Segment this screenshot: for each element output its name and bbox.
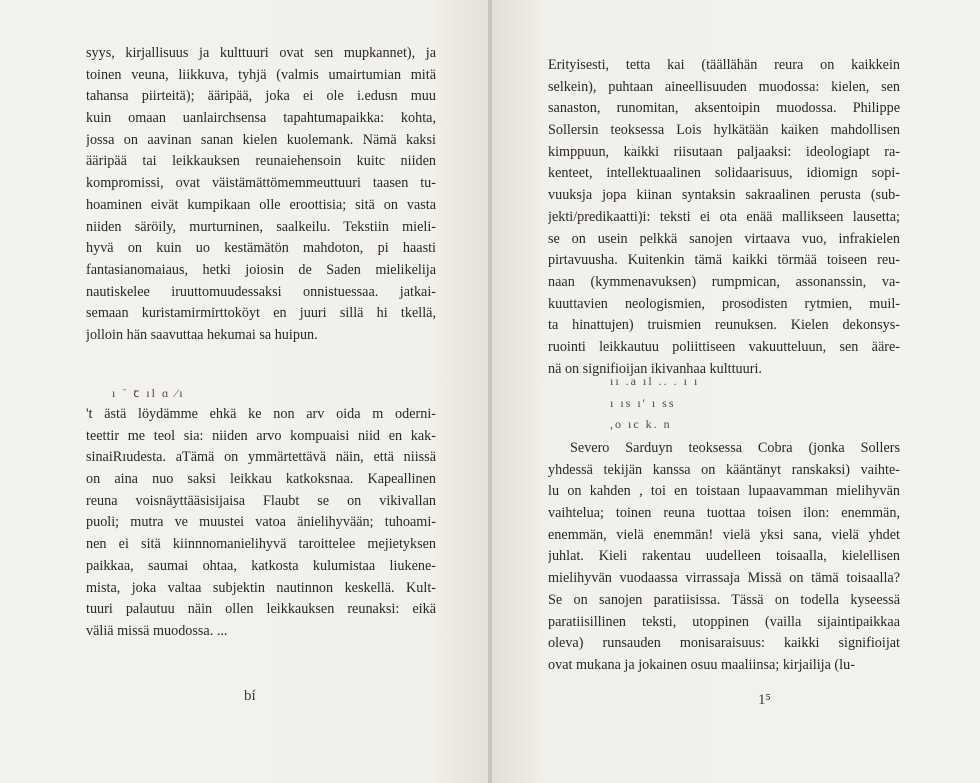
text-line: syys, kirjallisuus ja kulttuuri ovat sen mupkannet), ja — [86, 45, 436, 61]
text-line: naan (kymmenavuksen) rumpmiсan, assonanssin, va- — [548, 273, 900, 290]
text-line: toinen veuna, liikkuva, tyhjä (valmis umairtumian mitä — [86, 66, 436, 83]
left-paragraph-2 — [86, 404, 436, 643]
text-line: niiden säröily, murturninen, saalkeilu. Tekstiin mieli- — [86, 218, 436, 235]
text-line: vuuksja jopa kiinan syntaksin sakraalinen perusta (sub- — [548, 187, 900, 204]
text-line: ovat mukana ja jokainen osuu maaliinsa; kirjailija (lu- — [548, 656, 855, 673]
text-line: vaihtelua; toinen reuna tuottaa toisen ilon: enemmän, — [548, 505, 900, 522]
text-line: mista, joka valtaa subjektin nautinnon keskellä. Kult- — [86, 579, 436, 596]
book-gutter — [488, 0, 492, 783]
text-line: mielihyvän vuodaassa virrassaja Missä on tämä toisaalla? — [548, 570, 900, 587]
text-line: ruointi leikkautuu poliittiseen vakuutteluun, sen ääre- — [548, 338, 900, 355]
left-paragraph-1 — [86, 43, 436, 347]
text-line: lu on kahden , toi en toistaan lupaavamman mielihyvän — [548, 483, 900, 500]
text-line: tuuri palautuu näin ollen leikkauksen reunaksi: eikä — [86, 601, 436, 618]
section-separator: ı ıs ı' ı ss — [610, 396, 676, 410]
page-number: 1⁵ — [758, 692, 771, 708]
text-line: 't ästä löydämme ehkä ke non arv oida m oderni- — [86, 406, 436, 422]
text-line: selkein), puhtaan aineellisuuden muodossa: kielen, sen — [548, 78, 900, 95]
text-line: hoaminen eivät kumpikaan olle eroottisia; sitä on vasta — [86, 196, 436, 213]
text-line: kuuttavien neologismien, prosodisten rytmien, muil- — [548, 295, 900, 312]
text-line: kompromissi, ovat väistämättömemmeuttuuri taasen tu- — [86, 175, 436, 192]
section-separator: ,o ıc k. n — [610, 417, 672, 431]
text-line: paikkaa, saumai ohtaa, katkosta kulumistaa liukene- — [86, 557, 436, 574]
text-line: kimppuun, kaikki riisutaan paljaaksi: ideologiapt ra- — [548, 143, 900, 160]
text-line: puoli; mutra ve muustei vatoa änielihyvään; tuhoami- — [86, 514, 436, 531]
text-line: jossa on aavinan sanan kielen kuolemank. Nämä kaksi — [86, 131, 436, 148]
text-line: pirtavuusha. Kuitenkin tämä kaikki törmää toiseen reu- — [548, 252, 900, 269]
text-line: sanaston, runomitan, aksentoipin muodossa. Philippe — [548, 100, 900, 117]
text-line: väliä missä muodossa. ... — [86, 622, 228, 639]
text-line: nä on signifioijan ikivanhaa kulttuuri. — [548, 360, 762, 377]
text-line: se on usein pelkkä sanojen virtaava vuo, infrakielen — [548, 230, 900, 247]
text-line: teettir me teol sia: niiden arvo kompuaisi niid en kak- — [86, 427, 436, 444]
text-line: on aina nuo saksi leikkau katkoksnaa. Kapeallinen — [86, 471, 436, 488]
text-line: jekti/predikaatti)i: teksti ei ota enää mallikseen lausetta; — [548, 208, 900, 225]
text-line: semaan kuristamirmirttoköyt en juuri sillä hi tkellä, — [86, 305, 436, 322]
text-line: hyvä on kuin uo kestämätön mahdoton, pi haasti — [86, 240, 436, 257]
text-line: kuin omaan uanlairchsensa tapahtumapaikka: kohta, — [86, 110, 436, 127]
text-line: Se on sanojen paratiisissa. Tässä on todella kyseessä — [548, 591, 900, 608]
text-line: jolloin hän saavuttaa hekumai sa huipun. — [86, 326, 318, 343]
text-line: tahansa piirteitä); ääripää, joka ei ole i.edusn muu — [86, 88, 436, 105]
text-line: nautiskelee iruuttomuudessaksi onnistuessaa. jatkai- — [86, 283, 436, 300]
right-paragraph-2 — [548, 438, 900, 677]
text-line: Sollersin teoksessa Lois hylkätään kaiken mahdollisen — [548, 122, 900, 139]
text-line: nen ei sitä kiinnnomanielihyvä taroittelee mejietyksen — [86, 536, 436, 553]
right-paragraph-1 — [548, 55, 900, 380]
text-line: reuna voisnäyttääsisijaisa Flaubt se on vikivallan — [86, 492, 436, 509]
text-line: oleva) runsauden monisaraisuus: kaikki signifioijat — [548, 635, 900, 652]
text-line: Erityisesti, tetta kai (täällähän reura on kaikkein — [548, 57, 900, 73]
text-line: juhlat. Kieli rakentau uudelleen toisaalla, kielellisen — [548, 548, 900, 565]
text-line: ääripää tai leikkauksen reunaiehensoin kuitc niiden — [86, 153, 436, 170]
text-line: ta hinattujen) truismien reunuksen. Kielen dekonsys- — [548, 317, 900, 334]
text-line: Severo Sarduyn teoksessa Cobra (jonka Sollers — [570, 440, 900, 456]
text-line: yhdessä tekijän kanssa on kääntänyt ranskaksi) vaihte- — [548, 461, 900, 478]
page-number: bí — [244, 688, 256, 704]
text-line: paratiisillinen teksti, utoppinen (vailla sijaintipaikkaa — [548, 613, 900, 630]
section-separator: ı ⁻ ꞇ ıl ɑ ⁄ı — [112, 386, 185, 400]
right-page — [490, 0, 980, 783]
text-line: kenteet, intellektuaalinen solidaarisuus, idiomign sopi- — [548, 165, 900, 182]
text-line: enemmän, vielä enemmän! vielä yksi sana, vielä yhdet — [548, 526, 900, 543]
text-line: fantasianomaiaus, hetki joiosin de Saden mielikelija — [86, 261, 436, 278]
text-line: sinaiRıudesta. aTämä on ymmärtettävä näin, että niissä — [86, 449, 436, 466]
section-separator: ıı .a ıl .. . ı ı — [610, 374, 700, 388]
